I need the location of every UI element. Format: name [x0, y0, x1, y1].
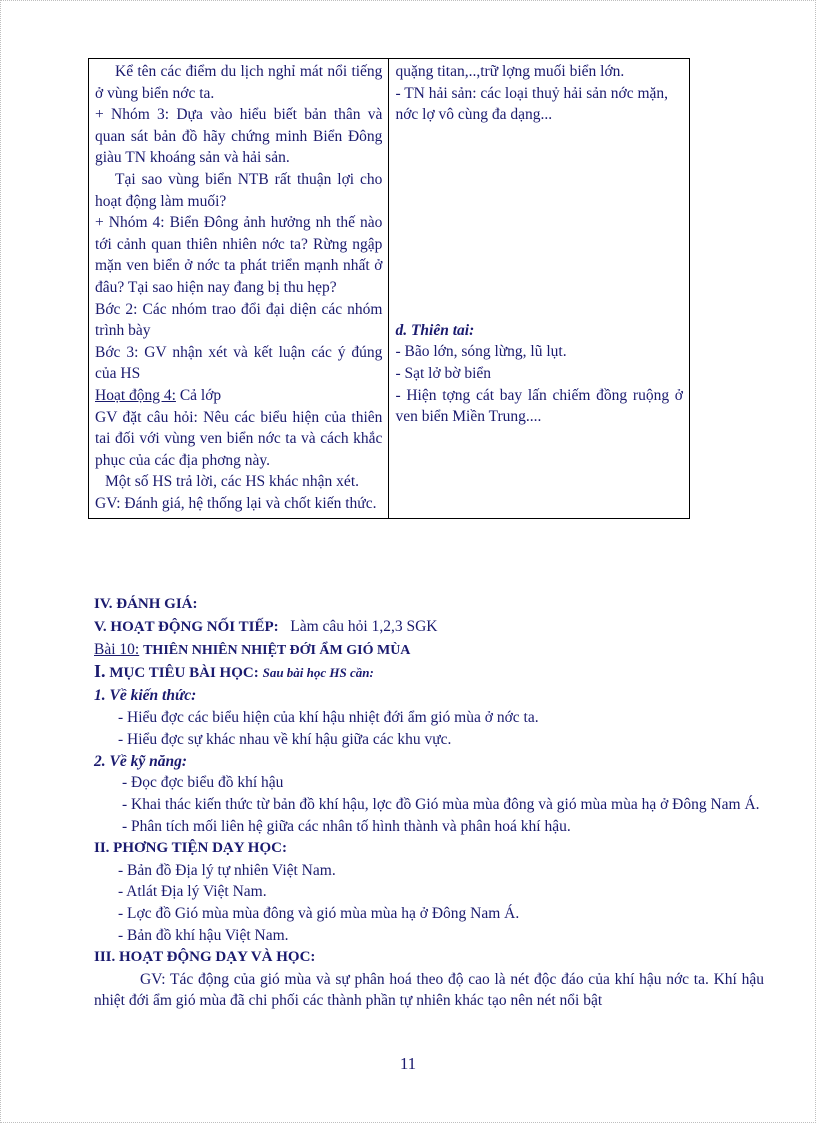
sea-resources: - TN hải sản: các loại thuỷ hải sản nớc mặn, nớc lợ vô cùng đa dạng...	[395, 84, 669, 124]
section-iii-heading: III. HOẠT ĐỘNG DẠY VÀ HỌC:	[94, 948, 316, 965]
page-number: 11	[399, 1054, 417, 1073]
step-3: Bớc 3: GV nhận xét và kết luận các ý đúng của HS	[95, 343, 383, 383]
group-3-task: + Nhóm 3: Dựa vào hiểu biết bản thân và quan sát bản đồ hãy chứng minh Biển Đông giàu TN khoáng sản và hải sản.	[95, 106, 383, 167]
tool-item: - Atlát Địa lý Việt Nam.	[118, 883, 267, 901]
activity-4-heading	[95, 385, 382, 407]
lesson-title: THIÊN NHIÊN NHIỆT ĐỚI ẨM GIÓ MÙA	[143, 642, 411, 658]
section-i-number: I.	[94, 661, 106, 682]
section-v	[94, 616, 764, 639]
disaster-item: - Hiện tợng cát bay lấn chiếm đồng ruộng ở ven biển Miền Trung....	[395, 386, 683, 426]
section-v-text: Làm câu hỏi 1,2,3 SGK	[290, 617, 438, 635]
disaster-item: - Bão lớn, sóng lừng, lũ lụt.	[395, 343, 567, 361]
intro-paragraph: GV: Tác động của gió mùa và sự phân hoá theo độ cao là nét độc đáo của khí hậu nớc ta. Khí hậu nhiệt đới ẩm gió mùa đã chi phối các thành phần tự nhiên khác tạo nên nét nổi bật	[94, 970, 764, 1010]
knowledge-item: - Hiểu đợc các biểu hiện của khí hậu nhiệt đới ẩm gió mùa ở nớc ta.	[118, 708, 539, 726]
knowledge-heading: 1. Về kiến thức:	[94, 687, 197, 705]
activity-4-label: Hoạt động 4:	[95, 386, 176, 404]
teacher-activity-column	[89, 59, 389, 519]
question-salt: Tại sao vùng biển NTB rất thuận lợi cho hoạt động làm muối?	[95, 170, 383, 210]
mineral-resources: quặng titan,..,trữ lợng muối biển lớn.	[395, 63, 625, 80]
tool-item: - Lợc đồ Gió mùa mùa đông và gió mùa mùa hạ ở Đông Nam Á.	[118, 905, 520, 923]
lesson-body	[94, 594, 764, 1012]
skills-heading: 2. Về kỹ năng:	[94, 752, 187, 770]
section-ii-heading: II. PHƠNG TIỆN DẠY HỌC:	[94, 839, 287, 856]
students-answer: Một số HS trả lời, các HS khác nhận xét.	[105, 473, 359, 491]
activity-4-mode: Cả lớp	[175, 386, 222, 404]
question-tourism: Kể tên các điểm du lịch nghỉ mát nổi tiếng ở vùng biển nớc ta.	[95, 63, 383, 102]
lesson-label: Bài 10:	[94, 640, 140, 658]
step-2: Bớc 2: Các nhóm trao đổi đại diện các nhóm trình bày	[95, 300, 383, 340]
teacher-conclusion: GV: Đánh giá, hệ thống lại và chốt kiến thức.	[95, 494, 377, 512]
disaster-item: - Sạt lở bờ biển	[395, 364, 492, 382]
tool-item: - Bản đồ khí hậu Việt Nam.	[118, 926, 289, 944]
section-iv-heading: IV. ĐÁNH GIÁ:	[94, 596, 198, 612]
tool-item: - Bản đồ Địa lý tự nhiên Việt Nam.	[118, 861, 336, 879]
section-i	[94, 661, 764, 685]
knowledge-item: - Hiểu đợc sự khác nhau về khí hậu giữa các khu vực.	[118, 730, 452, 748]
skill-item: - Đọc đợc biểu đồ khí hậu	[122, 774, 284, 792]
disaster-title: d. Thiên tai:	[395, 321, 475, 339]
teacher-question: GV đặt câu hỏi: Nêu các biểu hiện của thiên tai đối với vùng ven biển nớc ta và cách khắc phục của các địa phơng này.	[95, 408, 383, 469]
section-i-note: Sau bài học HS cần:	[262, 665, 374, 681]
skill-item: - Phân tích mối liên hệ giữa các nhân tố hình thành và phân hoá khí hậu.	[122, 817, 571, 835]
lesson-heading	[94, 639, 764, 662]
spacer	[395, 126, 683, 320]
group-4-task: + Nhóm 4: Biển Đông ảnh hưởng nh thế nào tới cảnh quan thiên nhiên nớc ta? Rừng ngập mặn ven biển ở nớc ta phát triển mạnh nhất ở đâu? Tại sao hiện nay đang bị thu hẹp?	[95, 214, 383, 296]
section-v-heading: V. HOẠT ĐỘNG NỐI TIẾP:	[94, 618, 279, 635]
content-column	[389, 59, 690, 519]
lesson-table	[88, 58, 690, 519]
section-i-heading: MỤC TIÊU BÀI HỌC:	[109, 665, 259, 682]
skill-item: - Khai thác kiến thức từ bản đồ khí hậu, lợc đồ Gió mùa mùa đông và gió mùa mùa hạ ở Đông Nam Á.	[122, 796, 760, 814]
